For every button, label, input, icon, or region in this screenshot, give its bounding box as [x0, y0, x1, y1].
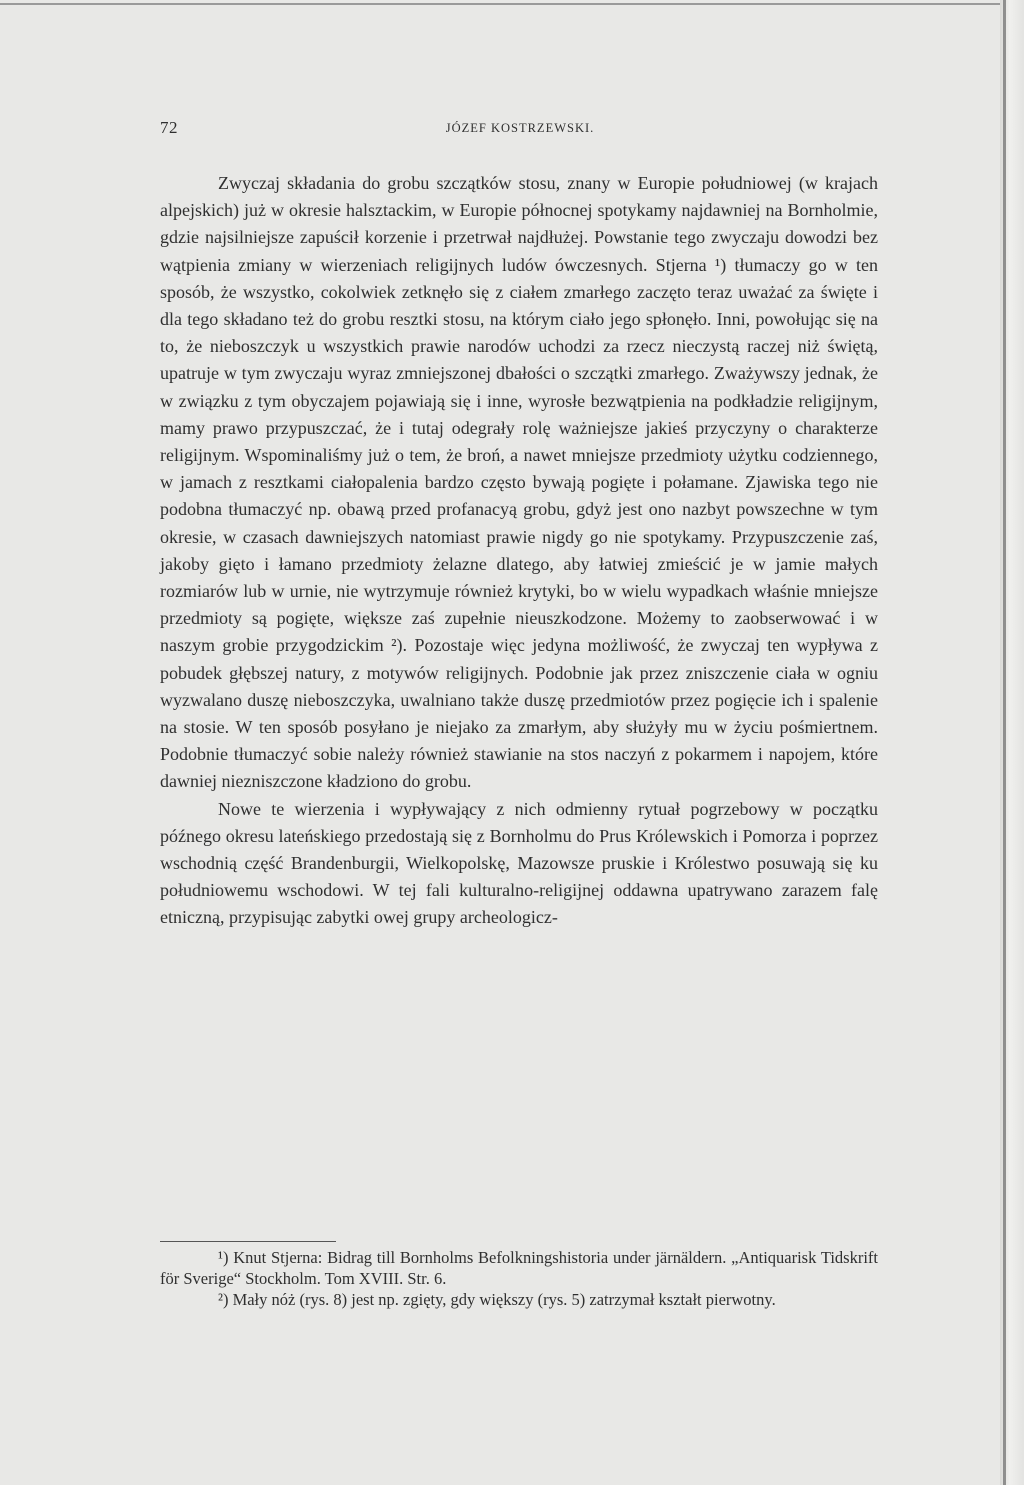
- paragraph: Zwyczaj składania do grobu szczątków stosu, znany w Europie południowej (w krajach alpejskich) już w okresie halsztackim, w Europie północnej spotykamy najdawniej na Bornholmie, gdzie najsilniejsze zapuścił korzenie i przetrwał najdłużej. Powstanie tego zwyczaju dowodzi bez wątpienia zmiany w wierzeniach religijnych ludów ówczesnych. Stjerna ¹) tłumaczy go w ten sposób, że wszystko, cokolwiek zetknęło się z ciałem zmarłego zaczęto teraz uważać za święte i dla tego składano też do grobu resztki stosu, na którym ciało jego spłonęło. Inni, powołując się na to, że nieboszczyk u wszystkich prawie narodów uchodzi za rzecz nieczystą raczej niż świętą, upatruje w tym zwyczaju wyraz zmniejszonej dbałości o szczątki zmarłego. Zważywszy jednak, że w związku z tym obyczajem pojawiają się i inne, wyrosłe bezwątpienia na podkładzie religijnym, mamy prawo przypuszczać, że i tutaj odegrały rolę ważniejsze jakieś przyczyny o charakterze religijnym. Wspominaliśmy już o tem, że broń, a nawet mniejsze przedmioty użytku codziennego, w jamach z resztkami ciałopalenia bardzo często bywają pogięte i połamane. Zjawiska tego nie podobna tłumaczyć np. obawą przed profanacyą grobu, gdyż jest ono nazbyt powszechne w tym okresie, w czasach dawniejszych natomiast prawie nigdy go nie spotykamy. Przypuszczenie zaś, jakoby gięto i łamano przedmioty żelazne dlatego, aby łatwiej zmieścić je w jamie małych rozmiarów lub w urnie, nie wytrzymuje również krytyki, bo w wielu wypadkach właśnie mniejsze przedmioty są pogięte, większe zaś zupełnie nieuszkodzone. Możemy to zaobserwować i w naszym grobie przygodzickim ²). Pozostaje więc jedyna możliwość, że zwyczaj ten wypływa z pobudek głębszej natury, z motywów religijnych. Podobnie jak przez zniszczenie ciała w ogniu wyzwalano duszę nieboszczyka, uwalniano także duszę przedmiotów przez pogięcie ich i spalenie na stosie. W ten sposób posyłano je niejako za zmarłym, aby służyły mu w życiu pośmiertnem. Podobnie tłumaczyć sobie należy również stawianie na stos naczyń z pokarmem i napojem, które dawniej niezniszczone kładziono do grobu.: [160, 173, 878, 792]
- footnote-separator: [160, 1241, 336, 1242]
- page-number: 72: [160, 118, 178, 137]
- top-edge-line: [0, 3, 1000, 5]
- running-head: JÓZEF KOSTRZEWSKI.: [445, 121, 595, 135]
- footnote: ¹) Knut Stjerna: Bidrag till Bornholms Befolkningshistoria under järnäldern. „Antiquarisk Tidskrift för Sverige“ Stockholm. Tom XVIII. Str. 6.: [160, 1248, 878, 1288]
- footnote: ²) Mały nóż (rys. 8) jest np. zgięty, gdy większy (rys. 5) zatrzymał kształt pierwotny.: [218, 1290, 776, 1309]
- scan-edge-line: [1003, 0, 1006, 1485]
- paragraph: Nowe te wierzenia i wypływający z nich odmienny rytuał pogrzebowy w początku późnego okresu lateńskiego przedostają się z Bornholmu do Prus Królewskich i Pomorza i poprzez wschodnią część Brandenburgii, Wielkopolskę, Mazowsze pruskie i Królestwo posuwają się ku południowemu wschodowi. W tej fali kulturalno-religijnej oddawna upatrywano zarazem falę etniczną, przypisując zabytki owej grupy archeologicz-: [160, 798, 878, 928]
- footnotes: [160, 1247, 878, 1310]
- main-text: [160, 170, 878, 932]
- page-header: [160, 118, 880, 142]
